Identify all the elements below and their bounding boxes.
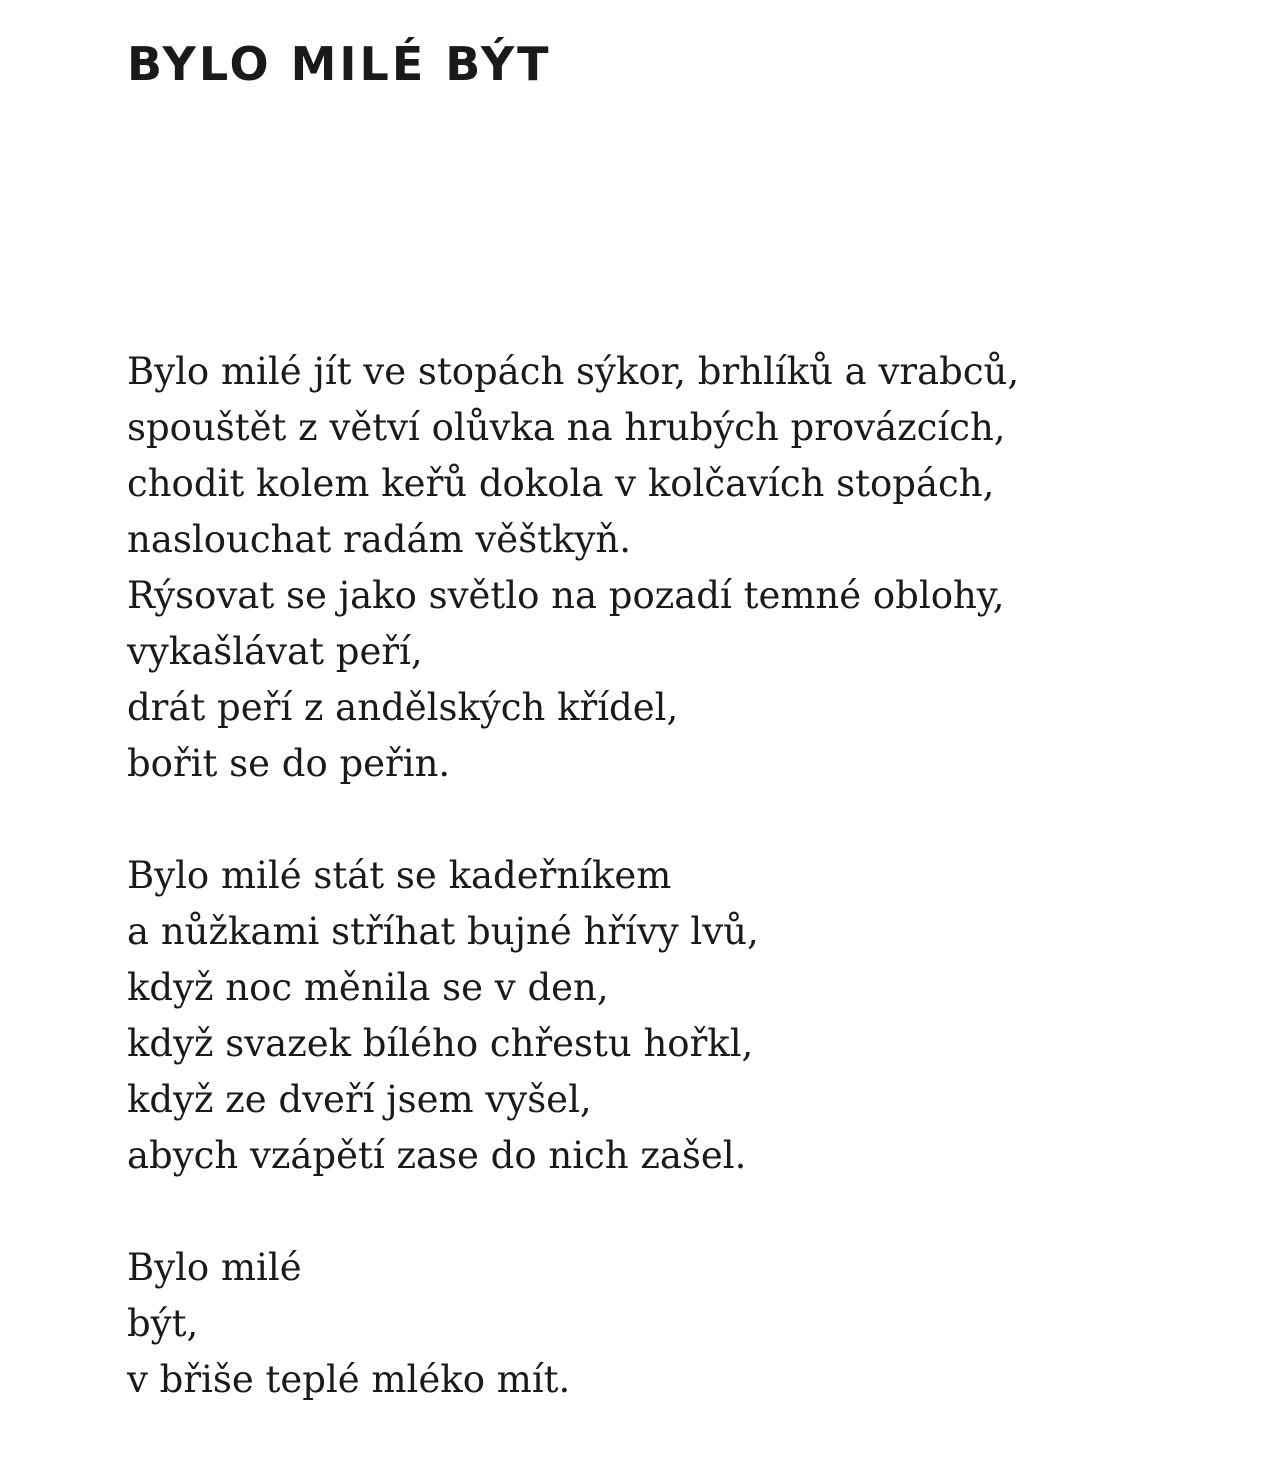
- poem-line: vykašlávat peří,: [127, 630, 423, 673]
- poem-line: chodit kolem keřů dokola v kolčavích stopách,: [127, 462, 995, 505]
- poem-line: v břiše teplé mléko mít.: [127, 1358, 571, 1401]
- poem-line: spouštět z větví olůvka na hrubých provázcích,: [127, 406, 1006, 449]
- poem-line: Rýsovat se jako světlo na pozadí temné oblohy,: [127, 574, 1005, 617]
- poem-line: abych vzápětí zase do nich zašel.: [127, 1134, 747, 1177]
- poem-line: bořit se do peřin.: [127, 742, 451, 785]
- stanza-1: [127, 344, 1227, 792]
- poem-line: když ze dveří jsem vyšel,: [127, 1078, 592, 1121]
- poem-line: Bylo milé jít ve stopách sýkor, brhlíků a vrabců,: [127, 350, 1020, 393]
- poem-title: BYLO MILÉ BÝT: [127, 37, 552, 91]
- stanza-3: [127, 1240, 1227, 1408]
- poem-line: když svazek bílého chřestu hořkl,: [127, 1022, 754, 1065]
- poem-line: být,: [127, 1302, 199, 1345]
- poem-body: [127, 344, 1227, 1408]
- poem-line: Bylo milé stát se kadeřníkem: [127, 854, 672, 897]
- poem-line: naslouchat radám věštkyň.: [127, 518, 631, 561]
- poem-line: Bylo milé: [127, 1246, 302, 1289]
- poem-line: drát peří z andělských křídel,: [127, 686, 679, 729]
- poem-line: když noc měnila se v den,: [127, 966, 609, 1009]
- stanza-2: [127, 848, 1227, 1184]
- poem-line: a nůžkami stříhat bujné hřívy lvů,: [127, 910, 759, 953]
